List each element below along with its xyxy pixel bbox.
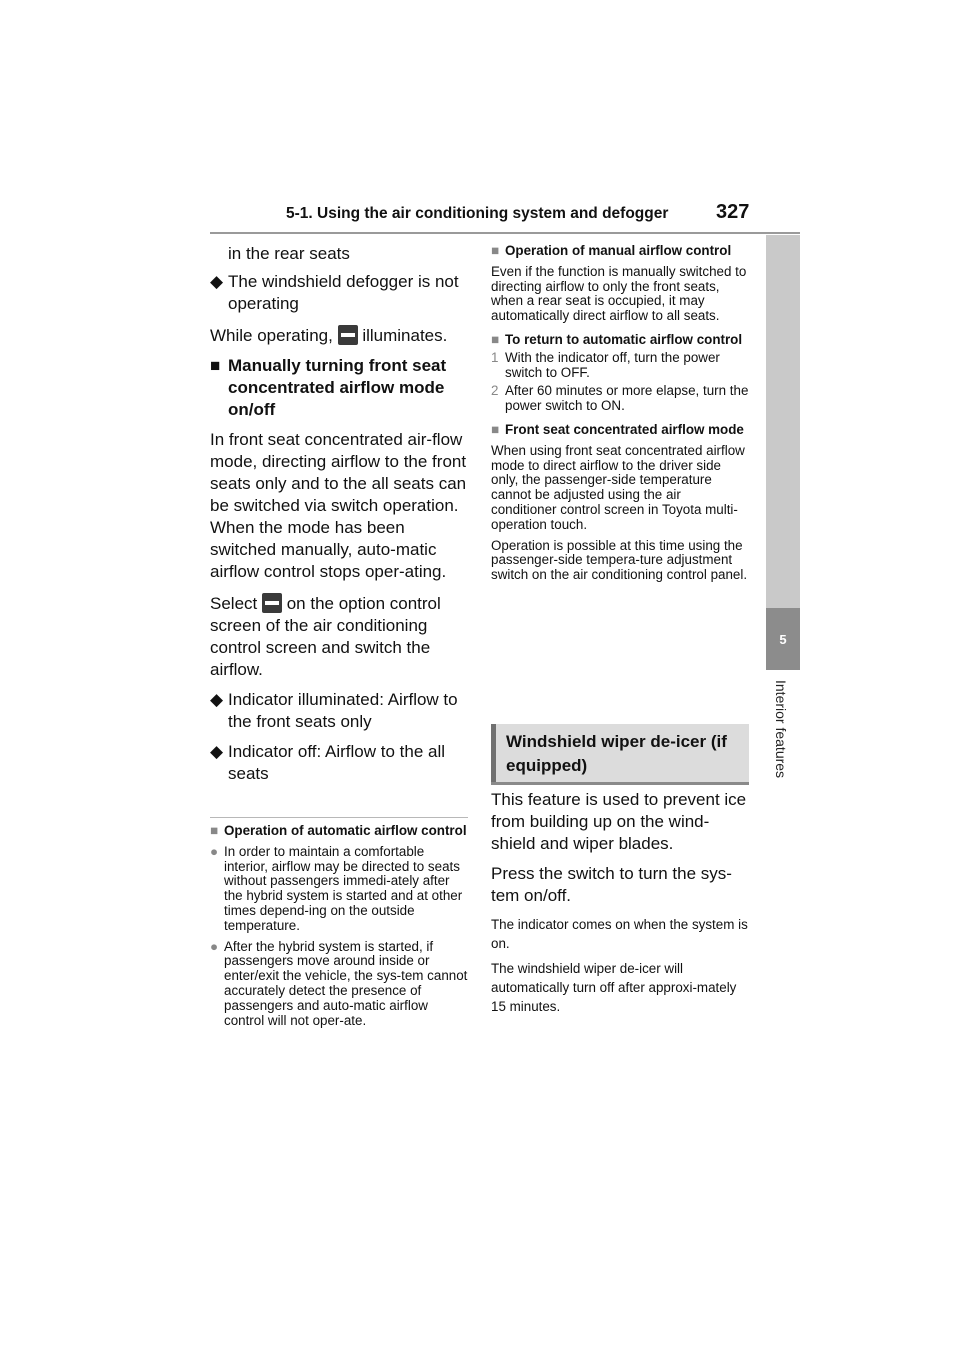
right-column <box>491 244 749 583</box>
bullet-item <box>210 741 468 785</box>
step-number: 2 <box>491 383 499 399</box>
chapter-number: 5 <box>766 608 800 670</box>
bullet-icon: ● <box>210 938 219 954</box>
left-column <box>210 243 468 785</box>
diamond-icon: ◆ <box>210 272 224 291</box>
bullet-item <box>210 271 468 315</box>
note-text: After the hybrid system is started, if passengers move around inside or enter/exit the vehicle, the sys-tem cannot accurately detect the presence of passengers and auto-matic airflow control will not oper-ate. <box>224 938 468 1028</box>
section-heading-underline <box>491 782 749 785</box>
square-icon: ■ <box>491 421 500 437</box>
square-icon: ■ <box>491 331 500 347</box>
bullet-icon: ● <box>210 843 219 859</box>
paragraph: This feature is used to prevent ice from building up on the wind-shield and wiper blades. <box>491 790 747 853</box>
deicer-section <box>491 789 749 1016</box>
text-line: in the rear seats <box>228 244 350 263</box>
text-span: illuminates. <box>362 326 448 345</box>
note-divider <box>210 817 468 818</box>
header-rule <box>210 232 800 234</box>
square-icon: ■ <box>210 823 219 838</box>
side-tab-band <box>766 235 800 623</box>
heading-text: Manually turning front seat concentrated airflow mode on/off <box>228 356 447 419</box>
bullet-item <box>210 689 468 733</box>
bullet-text: Indicator off: Airflow to the all seats <box>228 742 446 783</box>
note-heading-text: To return to automatic airflow control <box>505 331 743 347</box>
heading <box>210 355 468 421</box>
note-heading <box>491 423 749 438</box>
step-item <box>491 384 749 414</box>
square-icon: ■ <box>491 243 500 258</box>
step-text: With the indicator off, turn the power switch to OFF. <box>505 349 720 380</box>
note-item <box>210 940 468 1029</box>
section-title: 5-1. Using the air conditioning system and defogger <box>286 205 669 222</box>
step-number: 1 <box>491 349 499 365</box>
paragraph: The windshield wiper de-icer will automatically turn off after approxi-mately 15 minutes. <box>491 961 737 1014</box>
paragraph: In front seat concentrated air-flow mode, directing airflow to the front seats only and to the all seats can be switched via switch operation. When the mode has been switched manually, auto-matic airflow control stops oper-ating. <box>210 430 467 581</box>
note-heading-text: Front seat concentrated airflow mode <box>505 421 744 437</box>
bullet-text: The windshield defogger is not operating <box>228 272 459 313</box>
diamond-icon: ◆ <box>210 742 224 761</box>
page-number: 327 <box>716 201 750 223</box>
note-heading <box>491 244 749 259</box>
paragraph: The indicator comes on when the system is on. <box>491 917 748 951</box>
note-heading-text: Operation of automatic airflow control <box>224 823 467 838</box>
text-span: Select <box>210 594 258 613</box>
note-item <box>210 845 468 934</box>
note-heading <box>210 824 468 839</box>
notes-left <box>210 824 468 1028</box>
airflow-icon <box>338 325 358 345</box>
paragraph: Press the switch to turn the sys-tem on/off. <box>491 864 732 905</box>
note-text: In order to maintain a comfortable interior, airflow may be directed to seats without passengers immedi-ately after the hybrid system is started and at other times depend-ing on the outside temperature. <box>224 843 463 933</box>
text-span: on the option control screen of the air conditioning control screen and switch the airflow. <box>210 594 441 679</box>
airflow-icon <box>262 593 282 613</box>
note-heading-text: Operation of manual airflow control <box>505 243 732 258</box>
paragraph <box>210 593 468 681</box>
bullet-text: Indicator illuminated: Airflow to the front seats only <box>228 690 458 731</box>
diamond-icon: ◆ <box>210 690 224 709</box>
note-paragraph: Even if the function is manually switched to directing airflow to only the front seats, when a rear seat is occupied, it may automatically direct airflow to all seats. <box>491 263 747 324</box>
section-heading-box: Windshield wiper de-icer (if equipped) <box>491 724 749 782</box>
paragraph <box>210 325 468 347</box>
step-text: After 60 minutes or more elapse, turn the power switch to ON. <box>505 383 749 414</box>
text-span: While operating, <box>210 326 333 345</box>
note-paragraph: Operation is possible at this time using the passenger-side tempera-ture adjustment switch on the air conditioning control panel. <box>491 537 748 583</box>
square-icon: ■ <box>210 356 221 375</box>
step-item <box>491 351 749 381</box>
chapter-title: Interior features <box>773 680 789 779</box>
note-heading <box>491 333 749 348</box>
note-paragraph: When using front seat concentrated airflow mode to direct airflow to the driver side only, the passenger-side temperature cannot be adjusted using the air conditioner control screen in Toyota multi-operation touch. <box>491 442 745 532</box>
